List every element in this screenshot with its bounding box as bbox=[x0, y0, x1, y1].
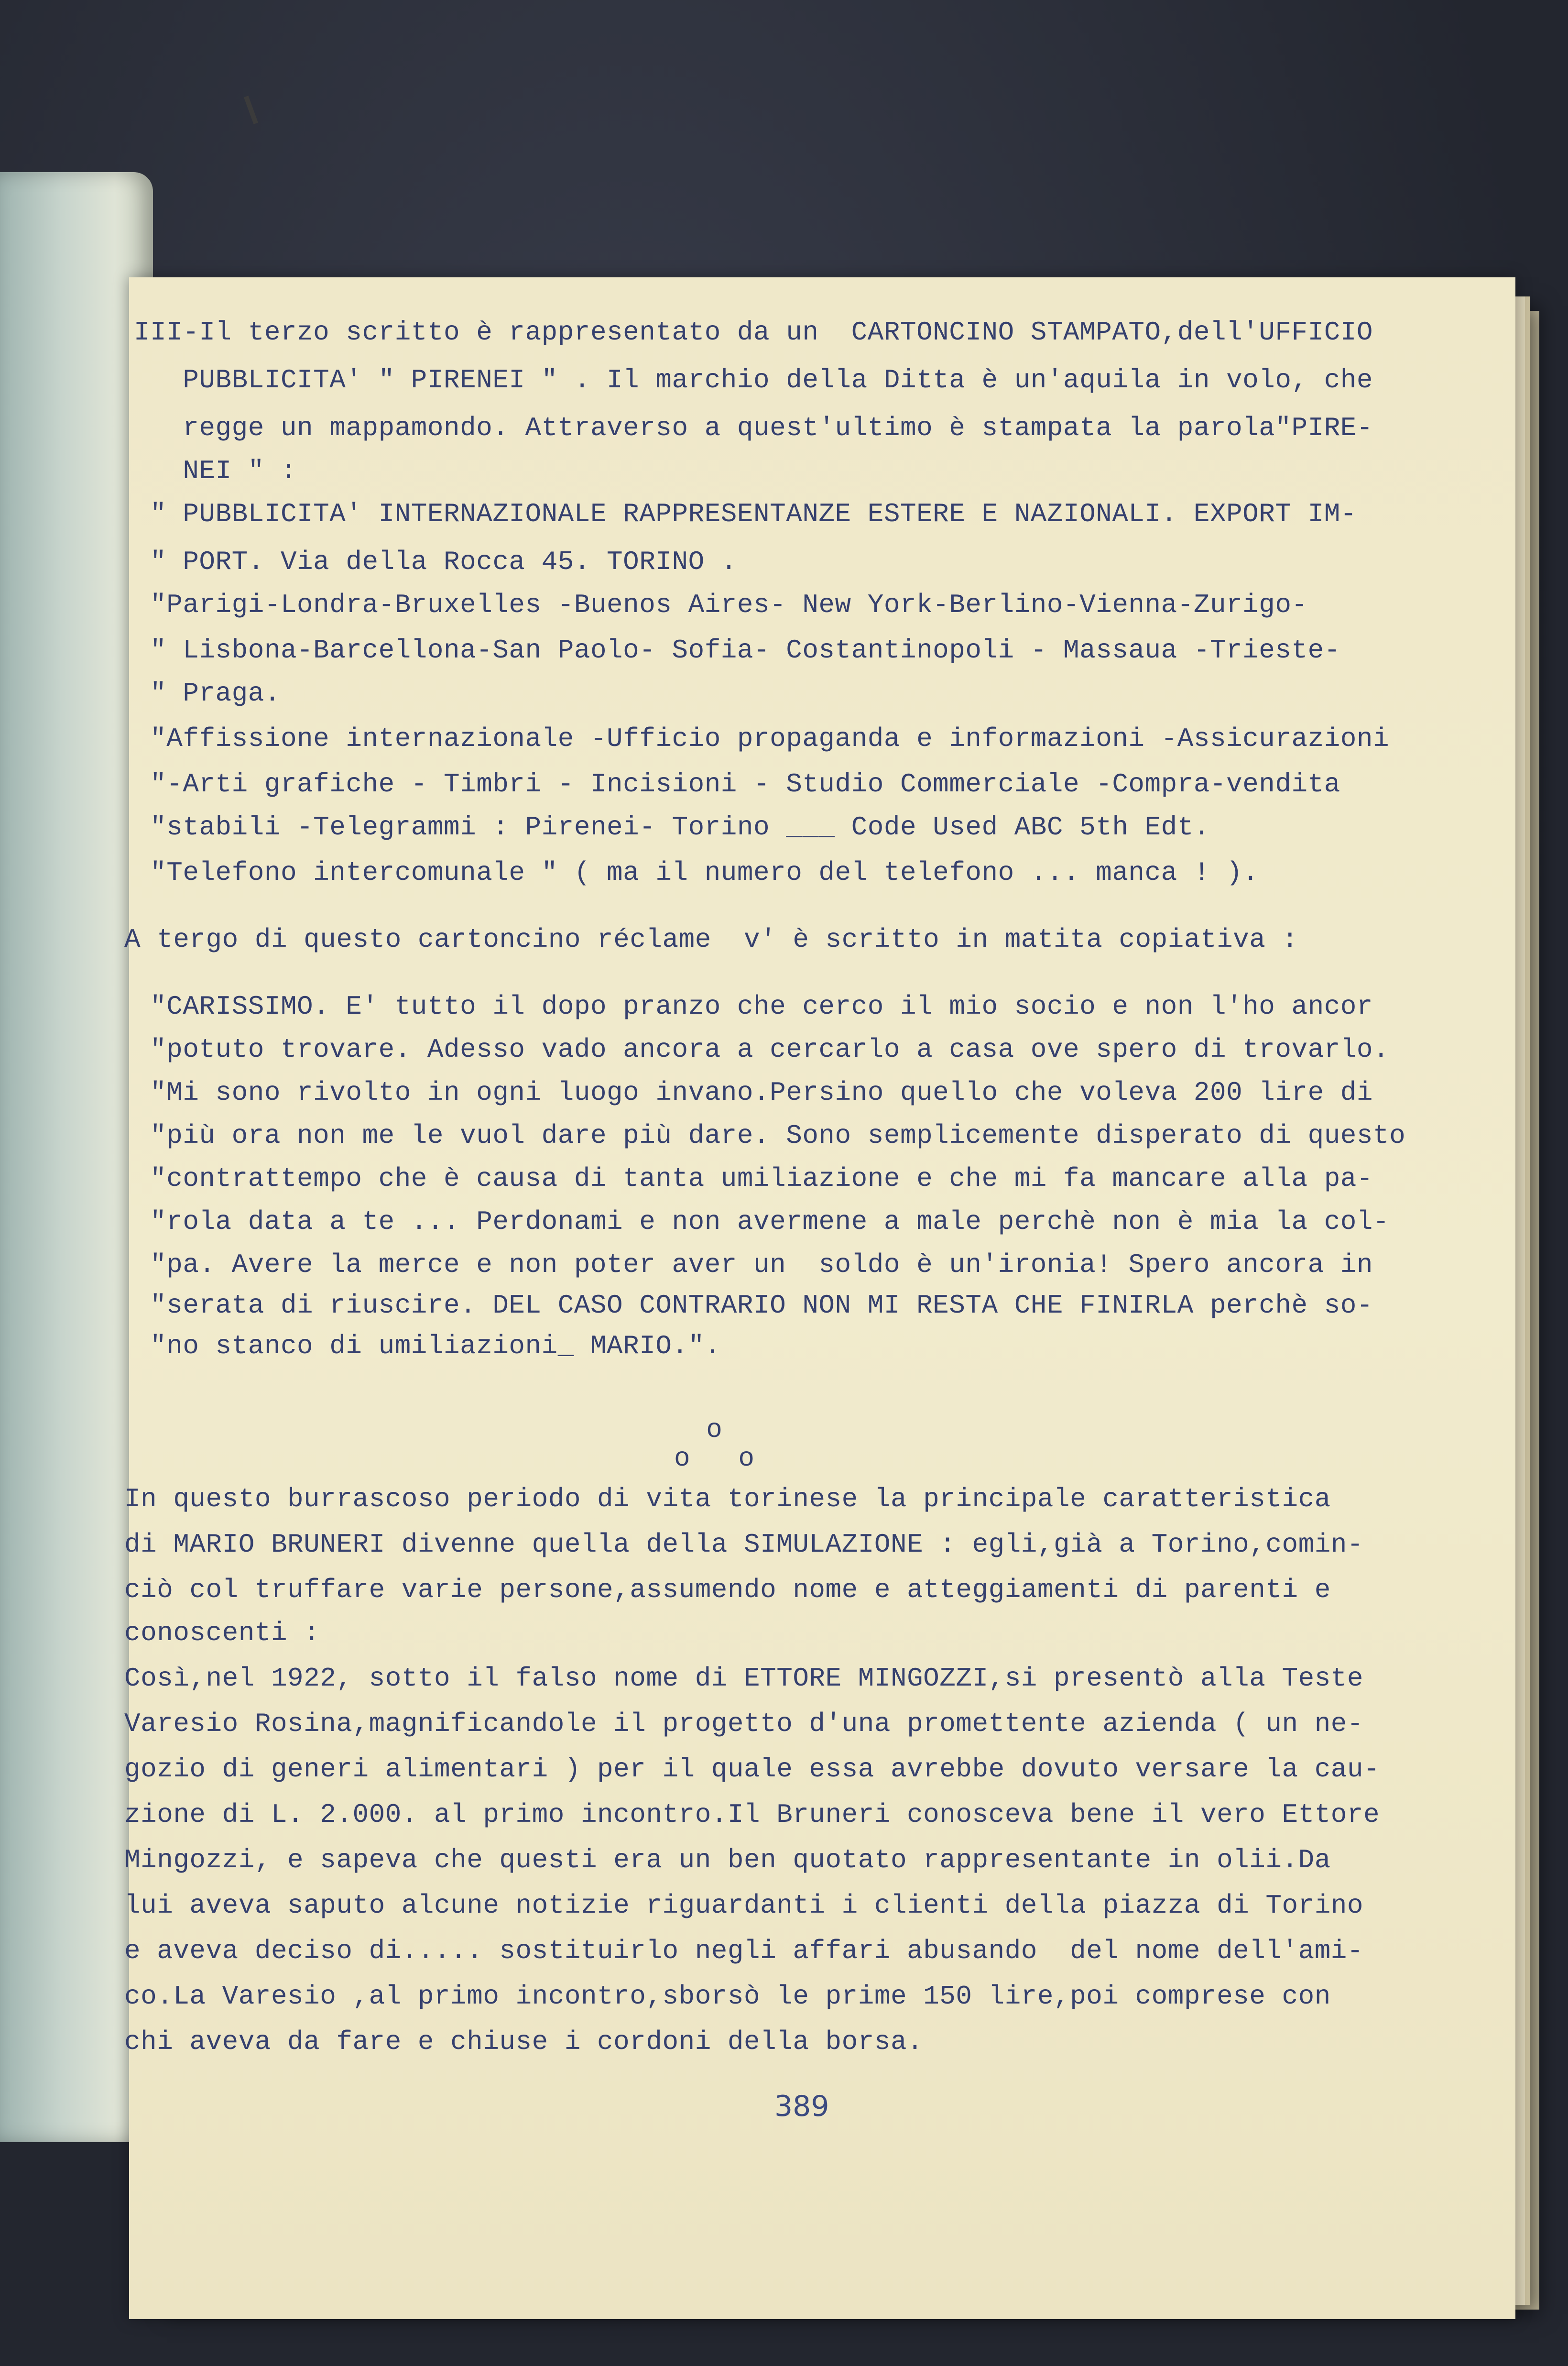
text-line: "Telefono intercomunale " ( ma il numero del telefono ... manca ! ). bbox=[134, 857, 1259, 888]
text-line: Varesio Rosina,magnificandole il progetto d'una promettente azienda ( un ne- bbox=[124, 1709, 1364, 1739]
text-line: chi aveva da fare e chiuse i cordoni della borsa. bbox=[124, 2026, 924, 2057]
text-line: "contrattempo che è causa di tanta umiliazione e che mi fa mancare alla pa- bbox=[134, 1163, 1373, 1194]
text-line: In questo burrascoso periodo di vita torinese la principale caratteristica bbox=[124, 1484, 1331, 1514]
text-line: NEI " : bbox=[134, 456, 297, 486]
text-line: " Praga. bbox=[134, 678, 281, 709]
text-line: regge un mappamondo. Attraverso a quest'ultimo è stampata la parola"PIRE- bbox=[134, 413, 1373, 443]
text-line: "Mi sono rivolto in ogni luogo invano.Persino quello che voleva 200 lire di bbox=[134, 1077, 1373, 1108]
text-line: III-Il terzo scritto è rappresentato da un CARTONCINO STAMPATO,dell'UFFICIO bbox=[134, 317, 1373, 348]
text-line: "-Arti grafiche - Timbri - Incisioni - Studio Commerciale -Compra-vendita bbox=[134, 769, 1340, 800]
page-number: 389 bbox=[774, 2090, 829, 2123]
text-line: "stabili -Telegrammi : Pirenei- Torino ___ Code Used ABC 5th Edt. bbox=[134, 812, 1210, 843]
text-line: A tergo di questo cartoncino réclame v' è scritto in matita copiativa : bbox=[124, 924, 1298, 955]
text-line: PUBBLICITA' " PIRENEI " . Il marchio della Ditta è un'aquila in volo, che bbox=[134, 365, 1373, 395]
document-page bbox=[124, 277, 1515, 2319]
text-line: "serata di riuscire. DEL CASO CONTRARIO NON MI RESTA CHE FINIRLA perchè so- bbox=[134, 1290, 1373, 1321]
section-divider: o o o bbox=[674, 1414, 755, 1474]
text-line: "no stanco di umiliazioni_ MARIO.". bbox=[134, 1331, 721, 1361]
text-line: "rola data a te ... Perdonami e non avermene a male perchè non è mia la col- bbox=[134, 1206, 1390, 1237]
text-line: "Affissione internazionale -Ufficio propaganda e informazioni -Assicurazioni bbox=[134, 723, 1390, 754]
text-line: e aveva deciso di..... sostituirlo negli affari abusando del nome dell'ami- bbox=[124, 1936, 1364, 1966]
text-line: "pa. Avere la merce e non poter aver un soldo è un'ironia! Spero ancora in bbox=[134, 1249, 1373, 1280]
text-line: di MARIO BRUNERI divenne quella della SIMULAZIONE : egli,già a Torino,comin- bbox=[124, 1529, 1364, 1560]
text-line: "potuto trovare. Adesso vado ancora a cercarlo a casa ove spero di trovarlo. bbox=[134, 1034, 1390, 1065]
text-line: conoscenti : bbox=[124, 1618, 320, 1648]
text-line: " PORT. Via della Rocca 45. TORINO . bbox=[134, 547, 737, 577]
text-line: ciò col truffare varie persone,assumendo nome e atteggiamenti di parenti e bbox=[124, 1575, 1331, 1605]
text-line: zione di L. 2.000. al primo incontro.Il Bruneri conosceva bene il vero Ettore bbox=[124, 1799, 1380, 1830]
text-line: "CARISSIMO. E' tutto il dopo pranzo che cerco il mio socio e non l'ho ancor bbox=[134, 991, 1373, 1022]
text-line: Mingozzi, e sapeva che questi era un ben quotato rappresentante in olii.Da bbox=[124, 1845, 1331, 1875]
text-line: co.La Varesio ,al primo incontro,sborsò le prime 150 lire,poi comprese con bbox=[124, 1981, 1331, 2012]
text-line: "più ora non me le vuol dare più dare. Sono semplicemente disperato di questo bbox=[134, 1120, 1406, 1151]
text-line: gozio di generi alimentari ) per il quale essa avrebbe dovuto versare la cau- bbox=[124, 1754, 1380, 1785]
text-line: lui aveva saputo alcune notizie riguardanti i clienti della piazza di Torino bbox=[124, 1890, 1364, 1921]
text-line: Così,nel 1922, sotto il falso nome di ETTORE MINGOZZI,si presentò alla Teste bbox=[124, 1663, 1364, 1694]
text-line: "Parigi-Londra-Bruxelles -Buenos Aires- New York-Berlino-Vienna-Zurigo- bbox=[134, 590, 1308, 620]
text-line: " Lisbona-Barcellona-San Paolo- Sofia- Costantinopoli - Massaua -Trieste- bbox=[134, 635, 1340, 666]
text-line: " PUBBLICITA' INTERNAZIONALE RAPPRESENTANZE ESTERE E NAZIONALI. EXPORT IM- bbox=[134, 499, 1357, 529]
